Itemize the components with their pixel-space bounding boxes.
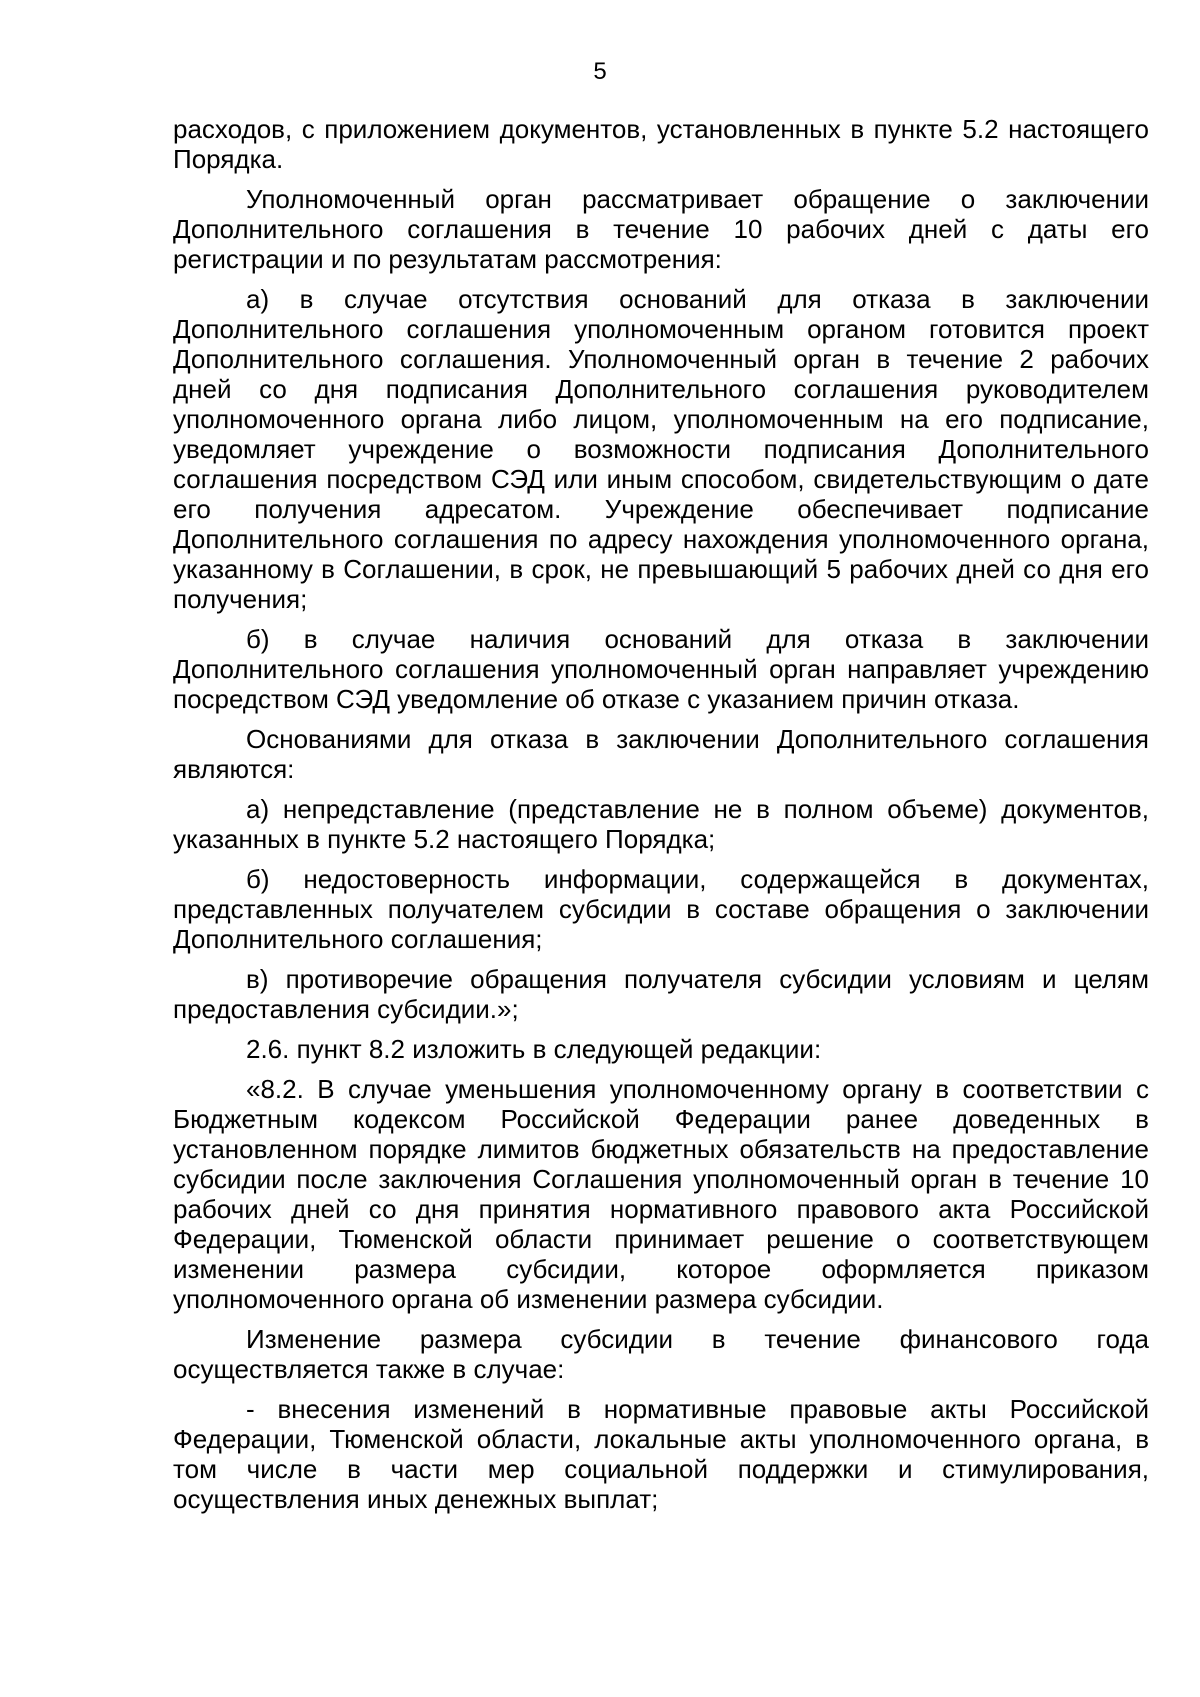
document-body xyxy=(173,114,1149,1524)
paragraph-ground-c: в) противоречие обращения получателя субсидии условиям и целям предоставления субсидии.»; xyxy=(173,964,1149,1024)
paragraph-size-change: Изменение размера субсидии в течение финансового года осуществляется также в случае: xyxy=(173,1324,1149,1384)
page-number: 5 xyxy=(593,58,607,85)
paragraph-bullet-amendments: - внесения изменений в нормативные правовые акты Российской Федерации, Тюменской области, локальные акты уполномоченного органа, в том числе в части мер социальной поддержки и стимулирования, осуществления иных денежных выплат; xyxy=(173,1394,1149,1514)
paragraph-refusal-grounds: Основаниями для отказа в заключении Дополнительного соглашения являются: xyxy=(173,724,1149,784)
paragraph-review-procedure: Уполномоченный орган рассматривает обращение о заключении Дополнительного соглашения в течение 10 рабочих дней с даты его регистрации и по результатам рассмотрения: xyxy=(173,184,1149,274)
paragraph-item-a-no-grounds: а) в случае отсутствия оснований для отказа в заключении Дополнительного соглашения уполномоченным органом готовится проект Дополнительного соглашения. Уполномоченный орган в течение 2 рабочих дней со дня подписания Дополнительного соглашения руководителем уполномоченного органа либо лицом, уполномоченным на его подписание, уведомляет учреждение о возможности подписания Дополнительного соглашения посредством СЭД или иным способом, свидетельствующим о дате его получения адресатом. Учреждение обеспечивает подписание Дополнительного соглашения по адресу нахождения уполномоченного органа, указанному в Соглашении, в срок, не превышающий 5 рабочих дней со дня его получения; xyxy=(173,284,1149,614)
paragraph-ground-a: а) непредставление (представление не в полном объеме) документов, указанных в пункте 5.2 настоящего Порядка; xyxy=(173,794,1149,854)
paragraph-amendment-2-6: 2.6. пункт 8.2 изложить в следующей редакции: xyxy=(246,1034,822,1064)
paragraph-clause-8-2: «8.2. В случае уменьшения уполномоченному органу в соответствии с Бюджетным кодексом Российской Федерации ранее доведенных в установленном порядке лимитов бюджетных обязательств на предоставление субсидии после заключения Соглашения уполномоченный орган в течение 10 рабочих дней со дня принятия нормативного правового акта Российской Федерации, Тюменской области принимает решение о соответствующем изменении размера субсидии, которое оформляется приказом уполномоченного органа об изменении размера субсидии. xyxy=(173,1074,1149,1314)
paragraph-item-b-grounds: б) в случае наличия оснований для отказа в заключении Дополнительного соглашения уполномоченный орган направляет учреждению посредством СЭД уведомление об отказе с указанием причин отказа. xyxy=(173,624,1149,714)
paragraph-continuation: расходов, с приложением документов, установленных в пункте 5.2 настоящего Порядка. xyxy=(173,114,1149,174)
paragraph-ground-b: б) недостоверность информации, содержащейся в документах, представленных получателем субсидии в составе обращения о заключении Дополнительного соглашения; xyxy=(173,864,1149,954)
